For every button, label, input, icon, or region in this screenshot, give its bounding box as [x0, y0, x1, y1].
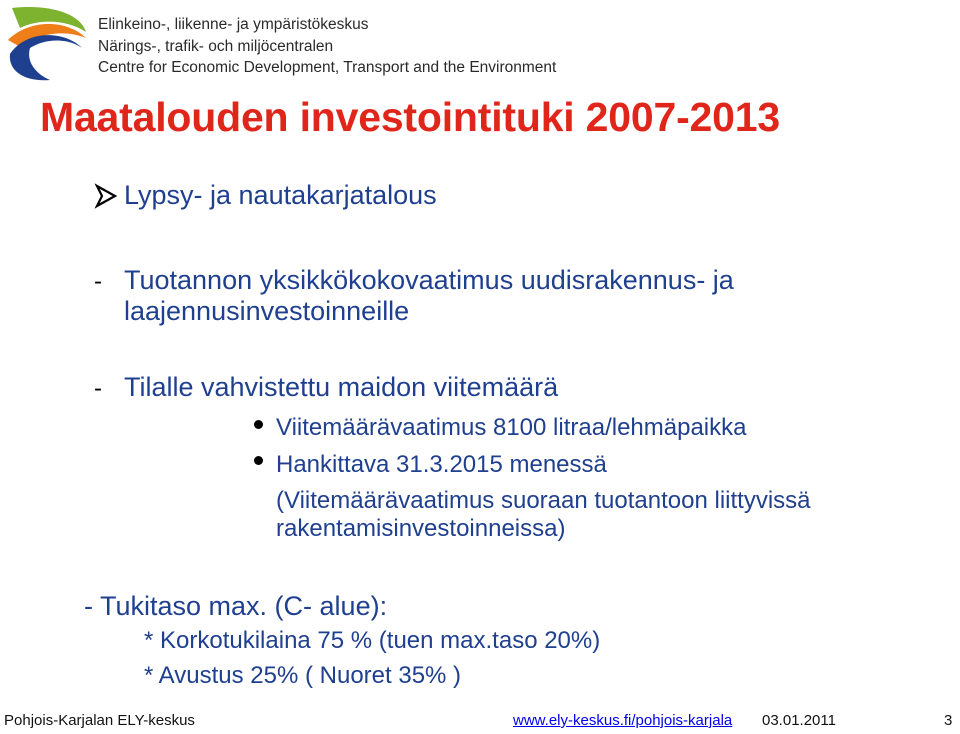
ely-logo-icon [6, 4, 88, 82]
bullet-dot-icon [254, 420, 263, 429]
footer-date: 03.01.2011 [762, 712, 836, 729]
section-heading: Lypsy- ja nautakarjatalous [124, 180, 437, 210]
page-number: 3 [944, 712, 953, 729]
item-line: laajennusinvestoinneille [124, 296, 410, 326]
item-line: Tuotannon yksikkökokovaatimus uudisrakennus- ja [124, 265, 734, 295]
note-line: (Viitemäärävaatimus suoraan tuotantoon liittyvissä [276, 487, 811, 514]
org-name-swedish: Närings-, trafik- och miljöcentralen [98, 38, 334, 55]
dash-marker: - [94, 268, 102, 295]
support-heading: - Tukitaso max. (C- alue): [84, 591, 388, 621]
footer-organization: Pohjois-Karjalan ELY-keskus [4, 712, 195, 729]
dash-marker: - [94, 375, 102, 402]
support-line: * Avustus 25% ( Nuoret 35% ) [144, 662, 462, 689]
org-name-english: Centre for Economic Development, Transport and the Environment [98, 59, 557, 76]
note-line: rakentamisinvestoinneissa) [276, 515, 566, 542]
item-line: Tilalle vahvistettu maidon viitemäärä [124, 372, 559, 402]
footer-link[interactable]: www.ely-keskus.fi/pohjois-karjala [513, 712, 733, 729]
slide-title: Maatalouden investointituki 2007-2013 [40, 94, 780, 140]
support-line: * Korkotukilaina 75 % (tuen max.taso 20%) [144, 627, 601, 654]
arrow-bullet-icon [94, 183, 118, 209]
org-name-finnish: Elinkeino-, liikenne- ja ympäristökeskus [98, 16, 369, 33]
sub-bullet: Viitemäärävaatimus 8100 litraa/lehmäpaikka [276, 414, 747, 441]
sub-bullet: Hankittava 31.3.2015 menessä [276, 451, 607, 478]
bullet-dot-icon [254, 456, 263, 465]
